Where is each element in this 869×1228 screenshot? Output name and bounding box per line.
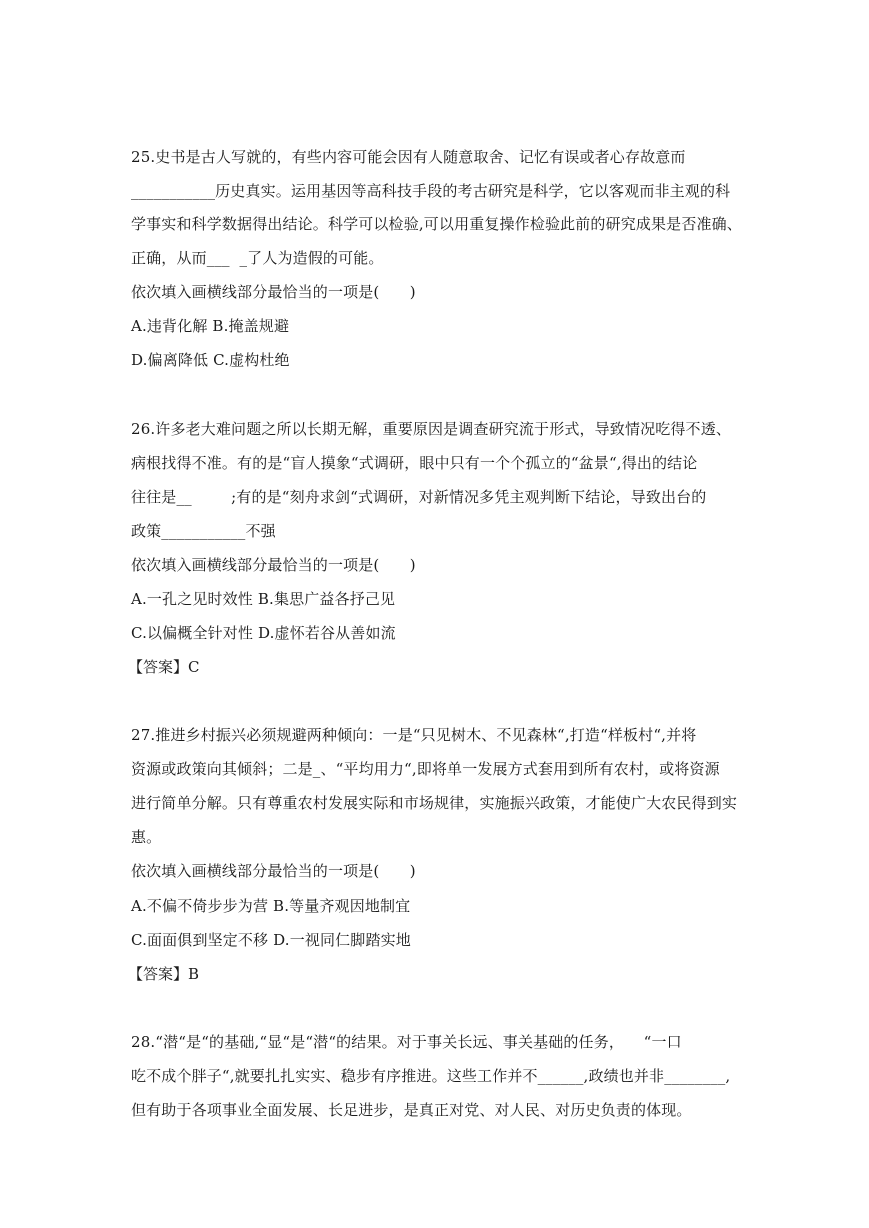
question-26-stem-line-1: 26.许多老大难问题之所以长期无解，重要原因是调查研究流于形式，导致情况吃得不透、 xyxy=(131,420,732,438)
question-28-stem-line-1: 28.“潜“是“的基础,“显“是“潜“的结果。对于事关长远、事关基础的任务， “一口 xyxy=(131,1033,682,1051)
question-25-stem-line-1: 25.史书是古人写就的，有些内容可能会因有人随意取舍、记忆有误或者心存故意而 xyxy=(131,148,686,166)
question-27-option-line-2: C.面面俱到坚定不移 D.一视同仁脚踏实地 xyxy=(131,931,411,949)
question-28-stem-line-2: 吃不成个胖子“,就要扎扎实实、稳步有序推进。这些工作并不______,政绩也并非________, xyxy=(131,1067,731,1085)
question-27-stem-line-3: 进行简单分解。只有尊重农村发展实际和市场规律，实施振兴政策，才能使广大农民得到实 xyxy=(131,794,738,812)
question-25-option-line-2: D.偏离降低 C.虚构杜绝 xyxy=(131,351,290,369)
question-26-stem-line-2: 病根找得不准。有的是“盲人摸象“式调研，眼中只有一个个孤立的“盆景“,得出的结论 xyxy=(131,454,698,472)
question-27-option-line-1: A.不偏不倚步步为营 B.等量齐观因地制宜 xyxy=(131,897,411,915)
question-25-stem-line-4: 正确，从而___ _了人为造假的可能。 xyxy=(131,249,384,267)
question-26-answer: 【答案】C xyxy=(128,658,200,676)
question-27-stem-line-4: 惠。 xyxy=(131,828,162,846)
question-26-prompt: 依次填入画横线部分最恰当的一项是( ) xyxy=(131,556,416,574)
question-25-option-line-1: A.违背化解 B.掩盖规避 xyxy=(131,317,290,335)
question-26-stem-line-4: 政策___________不强 xyxy=(131,522,276,540)
question-27-prompt: 依次填入画横线部分最恰当的一项是( ) xyxy=(131,862,416,880)
question-25-stem-line-2: ___________历史真实。运用基因等高科技手段的考古研究是科学，它以客观而非主观的科 xyxy=(131,182,731,200)
question-27-answer: 【答案】B xyxy=(128,965,200,983)
question-28-stem-line-3: 但有助于各项事业全面发展、长足进步，是真正对党、对人民、对历史负责的体现。 xyxy=(131,1101,692,1119)
question-25-stem-line-3: 学事实和科学数据得出结论。科学可以检验,可以用重复操作检验此前的研究成果是否准确、 xyxy=(131,215,742,233)
question-26-option-line-1: A.一孔之见时效性 B.集思广益各抒己见 xyxy=(131,590,396,608)
question-27-stem-line-2: 资源或政策向其倾斜；二是_、“平均用力“,即将单一发展方式套用到所有农村，或将资源 xyxy=(131,760,720,778)
question-27-stem-line-1: 27.推进乡村振兴必须规避两种倾向：一是“只见树木、不见森林“,打造“样板村“,并将 xyxy=(131,726,697,744)
question-25-prompt: 依次填入画横线部分最恰当的一项是( ) xyxy=(131,283,416,301)
question-26-option-line-2: C.以偏概全针对性 D.虚怀若谷从善如流 xyxy=(131,624,396,642)
question-26-stem-line-3: 往往是__ ;有的是“刻舟求剑“式调研，对新情况多凭主观判断下结论，导致出台的 xyxy=(131,488,707,506)
